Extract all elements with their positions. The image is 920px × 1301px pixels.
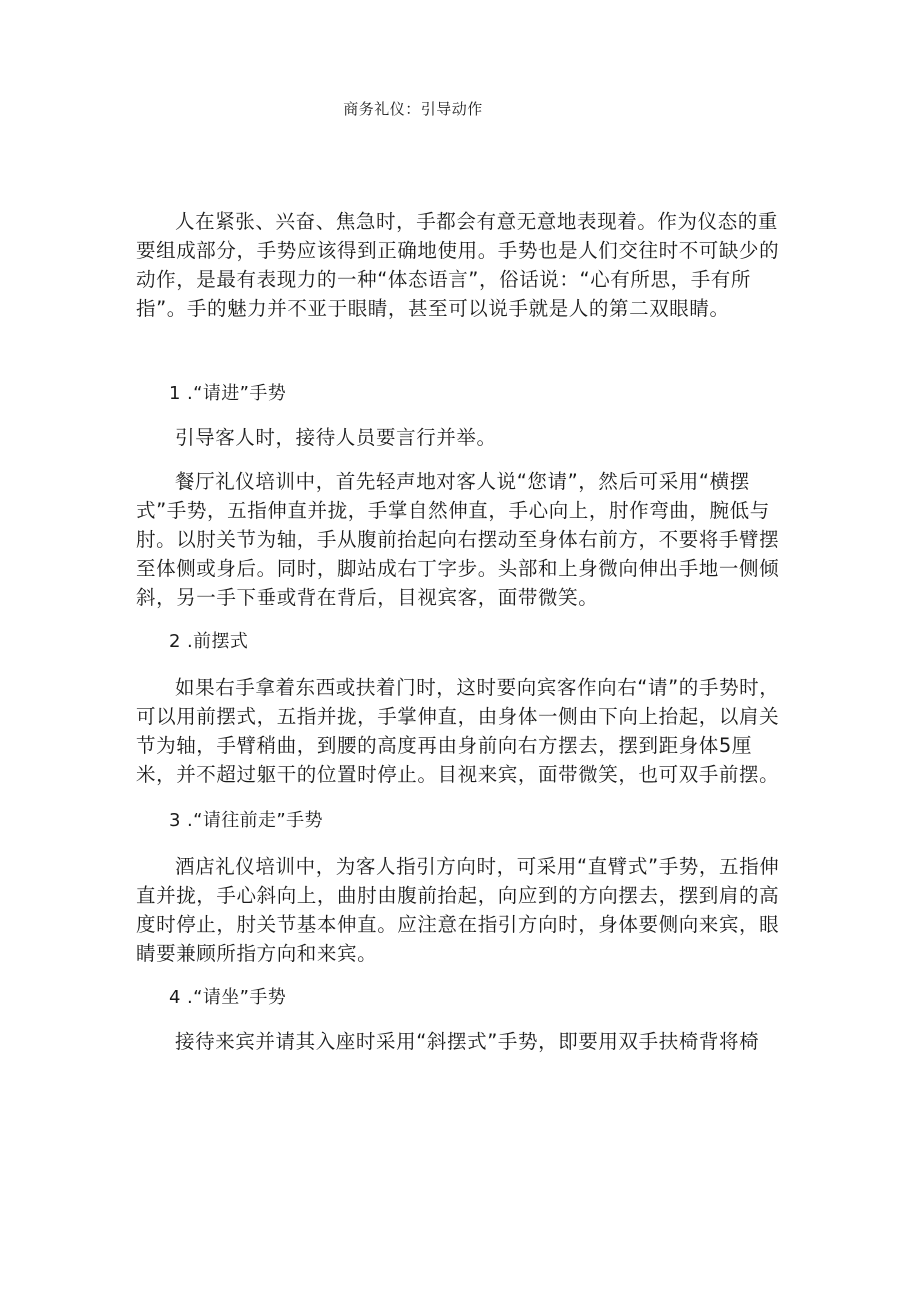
section-heading-2: 2 .前摆式 <box>169 631 249 652</box>
document-body <box>136 207 786 1056</box>
intro-paragraph: 人在紧张、兴奋、焦急时，手都会有意无意地表现着。作为仪态的重要组成部分，手势应该得到正确地使用。手势也是人们交往时不可缺少的动作，是最有表现力的一种“体态语言”，俗话说：“心有所思，手有所指”。手的魅力并不亚于眼睛，甚至可以说手就是人的第二双眼睛。 <box>136 210 780 320</box>
section-4-paragraph-1: 接待来宾并请其入座时采用“斜摆式”手势，即要用双手扶椅背将椅 <box>175 1030 760 1053</box>
section-heading-3: 3 .“请往前走”手势 <box>169 810 323 831</box>
section-1-paragraph-2: 餐厅礼仪培训中，首先轻声地对客人说“您请”，然后可采用“横摆式”手势，五指伸直并拢，手掌自然伸直，手心向上，肘作弯曲，腕低与肘。以肘关节为轴，手从腹前抬起向右摆动至身体右前方，不要将手臂摆至体侧或身后。同时，脚站成右丁字步。头部和上身微向伸出手地一侧倾斜，另一手下垂或背在背后，目视宾客，面带微笑。 <box>136 470 780 609</box>
section-heading-1: 1 .“请进”手势 <box>169 383 287 404</box>
section-3-paragraph-1: 酒店礼仪培训中，为客人指引方向时，可采用“直臂式”手势，五指伸直并拢，手心斜向上，曲肘由腹前抬起，向应到的方向摆去，摆到肩的高度时停止，肘关节基本伸直。应注意在指引方向时，身体要侧向来宾，眼睛要兼顾所指方向和来宾。 <box>136 855 780 965</box>
section-1-paragraph-1: 引导客人时，接待人员要言行并举。 <box>175 426 497 449</box>
page-title: 商务礼仪：引导动作 <box>343 100 483 118</box>
section-2-paragraph-1: 如果右手拿着东西或扶着门时，这时要向宾客作向右“请”的手势时，可以用前摆式，五指并拢，手掌伸直，由身体一侧由下向上抬起，以肩关节为轴，手臂稍曲，到腰的高度再由身前向右方摆去，摆到距身体5厘米，并不超过躯干的位置时停止。目视来宾，面带微笑，也可双手前摆。 <box>136 676 780 786</box>
section-heading-4: 4 .“请坐”手势 <box>169 987 287 1008</box>
